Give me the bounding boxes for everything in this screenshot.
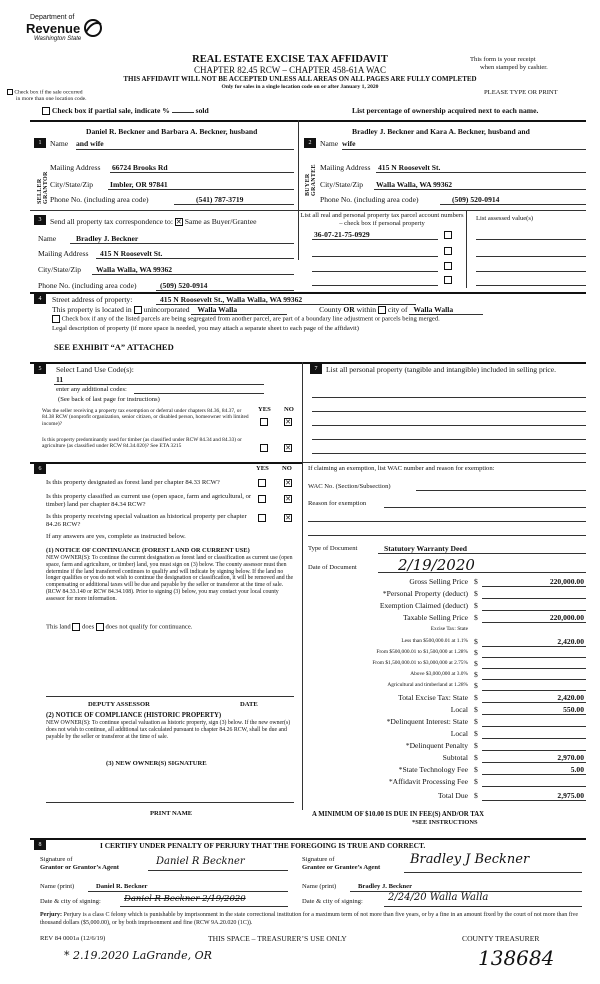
forest-if-yes: If any answers are yes, complete as instructed below. [46, 533, 186, 540]
sale-row-label: Less than $500,000.01 at 1.1% [401, 638, 468, 644]
land-use-q1: Was the seller receiving a property tax exemption or deferral under chapters 84.36, 84.37, or 84.38 RCW (nonprofit organization, senior citizen, or disabled person, homeowner with limited income)? [42, 408, 249, 427]
grantee-date-city: 2/24/20 Walla Walla [388, 892, 489, 903]
minimum-note: A MINIMUM OF $10.00 IS DUE IN FEE(S) AND/OR TAX [312, 811, 485, 818]
please-type: PLEASE TYPE OR PRINT [484, 89, 558, 96]
buyer-phone: (509) 520-0914 [452, 195, 500, 204]
form-title: REAL ESTATE EXCISE TAX AFFIDAVIT [192, 54, 388, 65]
dollar-sign: $ [474, 717, 478, 726]
doc-date-value: 2/19/2020 [398, 556, 475, 574]
buyer-phone-label: Phone No. (including area code) [320, 195, 419, 204]
grantor-print-label: Name (print) [40, 883, 75, 890]
sale-row-label: From $1,500,000.01 to $3,000,000 at 2.75% [372, 660, 468, 666]
notice2-body: NEW OWNER(S): To continue special valuation as historic property, sign (3) below. If the new owner(s) does not wish to continue, all additional tax calculated pursuant to chapter 84.26 RCW, shall be due and payable by the seller or transferor at the time of sale. [46, 720, 291, 740]
corr-phone-label: Phone No. (including area code) [38, 281, 137, 290]
dollar-sign: $ [474, 589, 478, 598]
parcel-4-checkbox[interactable] [444, 276, 452, 284]
form-subtitle: CHAPTER 82.45 RCW – CHAPTER 458-61A WAC [194, 65, 386, 75]
only-for-text: Only for sales in a single location code on or after January 1, 2020 [221, 84, 379, 90]
sale-row-label: Exemption Claimed (deduct) [379, 601, 468, 610]
sale-row-value: 550.00 [563, 705, 584, 714]
this-land-label: This land [46, 623, 71, 631]
segregated-checkbox[interactable] [52, 315, 60, 323]
assessed-header: List assessed value(s) [476, 215, 534, 222]
sale-row-label: Above $3,000,000 at 3.0% [410, 671, 468, 677]
section-1-tag: 1 [34, 138, 46, 148]
certify-heading: I CERTIFY UNDER PENALTY OF PERJURY THAT THE FOREGOING IS TRUE AND CORRECT. [100, 841, 426, 850]
buyer-mailing: 415 N Roosevelt St. [378, 163, 441, 172]
sale-row-label: Excise Tax: State [430, 626, 468, 632]
seller-name-line1: Daniel R. Beckner and Barbara A. Beckner, husband [86, 127, 258, 136]
sale-row-label: Total Excise Tax: State [398, 693, 468, 702]
dollar-sign: $ [474, 577, 478, 586]
dollar-sign: $ [474, 670, 478, 679]
rev-number: REV 84 0001a (12/6/19) [40, 935, 106, 942]
corr-mailing: 415 N Roosevelt St. [100, 249, 163, 258]
sale-row-value: 2,975.00 [557, 791, 584, 800]
land-use-yes: YES [258, 406, 271, 413]
land-use-q2: Is this property predominantly used for timber (as classified under RCW 84.34 and 84.33) or agriculture (as classified under RCW 84.34.020)? See ETA 3215 [42, 437, 242, 450]
sale-row-label: From $500,000.01 to $1,500,000 at 1.28% [376, 649, 468, 655]
street-label: Street address of property: [52, 295, 133, 304]
notice2-title: (2) NOTICE OF COMPLIANCE (HISTORIC PROPERTY) [46, 712, 222, 719]
buyer-name-label: Name [320, 139, 339, 148]
dollar-sign: $ [474, 765, 478, 774]
doc-date-label: Date of Document [308, 564, 357, 571]
forest-yes: YES [256, 465, 269, 472]
new-owner-sig-label: (3) NEW OWNER(S) SIGNATURE [106, 760, 207, 767]
logo-line3: Washington State [34, 36, 82, 42]
q1-no-checkbox[interactable]: ✕ [285, 418, 291, 426]
personal-property-label: List all personal property (tangible and intangible) included in selling price. [326, 365, 557, 374]
grantor-date-city: Daniel R Beckner 2/19/2020 [124, 894, 246, 904]
doc-type-value: Statutory Warranty Deed [384, 544, 467, 553]
multi-location-label: Check box if the sale occurred [14, 89, 83, 96]
seller-name-label: Name [50, 139, 69, 148]
q2-yes-checkbox[interactable] [260, 444, 268, 452]
treasurer-space: THIS SPACE – TREASURER’S USE ONLY [208, 934, 347, 943]
legal-desc-label: Legal description of property (if more space is needed, you may attach a separate sheet to each page of the affidavit) [52, 325, 359, 332]
multi-location-checkbox[interactable] [7, 89, 13, 95]
land-use-code: 11 [56, 375, 64, 384]
sale-row-label: Local [450, 705, 468, 714]
percent-note: List percentage of ownership acquired next to each name. [352, 106, 539, 115]
warning-text: THIS AFFIDAVIT WILL NOT BE ACCEPTED UNLESS ALL AREAS ON ALL PAGES ARE FULLY COMPLETED [123, 75, 477, 83]
grantee-print-label: Name (print) [302, 883, 337, 890]
parcel-2-checkbox[interactable] [444, 247, 452, 255]
forest-q1-no[interactable]: ✕ [285, 479, 291, 487]
corr-city: Walla Walla, WA 99362 [96, 265, 173, 274]
parcel-header: List all real and personal property tax parcel account numbers – check box if personal property [300, 212, 464, 227]
sale-row-label: Local [450, 729, 468, 738]
sale-row-label: Subtotal [442, 753, 468, 762]
land-does-not-label: does not qualify for continuance. [105, 623, 193, 631]
dollar-sign: $ [474, 729, 478, 738]
grantee-print-name: Bradley J. Beckner [358, 883, 413, 890]
dollar-sign: $ [474, 705, 478, 714]
segregated-label: Check box if any of the listed parcels are being segregated from another parcel, are part of a boundary line adjustment or parcels being merged. [61, 315, 440, 323]
logo-line1: Department of [30, 14, 75, 21]
corr-city-label: City/State/Zip [38, 265, 82, 274]
buyer-city: Walla Walla, WA 99362 [376, 180, 453, 189]
q1-yes-checkbox[interactable] [260, 418, 268, 426]
sale-row-value: 220,000.00 [549, 577, 584, 586]
forest-no: NO [282, 465, 292, 472]
section-4-tag: 4 [34, 294, 46, 304]
receipt-note-1: This form is your receipt [470, 56, 536, 63]
seller-city: Imbler, OR 97841 [110, 180, 168, 189]
grantee-sig-of: Signature of [302, 856, 335, 863]
sale-row-value: 5.00 [570, 765, 584, 774]
multi-location-label-2: in more than one location code. [16, 95, 87, 102]
sale-row-label: *Delinquent Interest: State [386, 717, 468, 726]
multi-location-row [7, 89, 87, 102]
land-does-not-checkbox[interactable] [96, 623, 104, 631]
sale-row-value: 2,420.00 [557, 637, 584, 646]
dollar-sign: $ [474, 753, 478, 762]
buyer-city-label: City/State/Zip [320, 180, 364, 189]
perjury-text [40, 912, 586, 927]
sale-row-value: 2,970.00 [557, 753, 584, 762]
dollar-sign: $ [474, 637, 478, 646]
located-label: This property is located in [52, 305, 132, 314]
land-does-checkbox[interactable] [72, 623, 80, 631]
section-7-tag: 7 [310, 364, 322, 374]
located-row [52, 305, 483, 314]
seller-side-label: SELLER GRANTOR [37, 171, 49, 204]
sale-row-label: Taxable Selling Price [403, 613, 468, 622]
seller-name-line2: and wife [76, 139, 104, 148]
unincorporated-checkbox[interactable] [134, 306, 142, 314]
seller-phone: (541) 787-3719 [196, 195, 244, 204]
segregated-row [52, 315, 440, 324]
forest-q3-no[interactable]: ✕ [285, 514, 291, 522]
seller-mailing-label: Mailing Address [50, 163, 101, 172]
buyer-name-line1: Bradley J. Beckner and Kara A. Beckner, husband and [352, 127, 530, 136]
buyer-mailing-label: Mailing Address [320, 163, 371, 172]
dollar-sign: $ [474, 601, 478, 610]
print-name-label: PRINT NAME [150, 810, 193, 817]
dollar-sign: $ [474, 613, 478, 622]
seller-phone-label: Phone No. (including area code) [50, 195, 149, 204]
sale-row-value: 2,420.00 [557, 693, 584, 702]
forest-q3: Is this property receiving special valuation as historical property per chapter 84.26 RCW? [46, 513, 247, 528]
dollar-sign: $ [474, 791, 478, 800]
buyer-name-line2: wife [342, 139, 356, 148]
county-treasurer: COUNTY TREASURER [462, 934, 540, 943]
corr-mailing-label: Mailing Address [38, 249, 89, 258]
buyer-side-label: BUYER GRANTEE [305, 164, 317, 196]
partial-sale-row [42, 106, 209, 115]
within-label: within [356, 305, 377, 314]
parcel-number-1: 36-07-21-75-0929 [314, 230, 370, 239]
dollar-sign: $ [474, 741, 478, 750]
sale-row-label: Agricultural and timberland at 1.28% [387, 682, 468, 688]
reason-label: Reason for exemption [308, 500, 367, 507]
land-does-label: does [82, 623, 95, 631]
parcel-3-checkbox[interactable] [444, 262, 452, 270]
sale-row-label: *Affidavit Processing Fee [388, 777, 468, 786]
dor-logo [22, 14, 102, 48]
see-back-label: (See back of last page for instructions) [58, 396, 160, 403]
corr-name: Bradley J. Beckner [76, 234, 139, 243]
parcel-1-checkbox[interactable] [444, 231, 452, 239]
grantor-agent-label: Grantor or Grantor’s Agent [40, 864, 119, 871]
additional-codes-label: enter any additional codes: [56, 386, 127, 393]
section-6-tag: 6 [34, 464, 46, 474]
same-as-buyer-label: Same as Buyer/Grantee [184, 217, 257, 226]
county-value: OR [343, 305, 355, 314]
grantee-agent-label: Grantee or Grantee’s Agent [302, 864, 381, 871]
doc-type-label: Type of Document [308, 545, 358, 552]
city-of-checkbox[interactable] [378, 306, 386, 314]
city-value: Walla Walla [409, 305, 483, 315]
seller-city-label: City/State/Zip [50, 180, 94, 189]
deputy-assessor-label: DEPUTY ASSESSOR [88, 701, 150, 708]
sale-row-label: *Personal Property (deduct) [382, 589, 468, 598]
send-correspondence [50, 217, 256, 226]
street-address: 415 N Roosevelt St., Walla Walla, WA 99362 [160, 295, 303, 304]
exemption-claim-label: If claiming an exemption, list WAC number and reason for exemption: [308, 465, 495, 472]
sale-row-value: 220,000.00 [549, 613, 584, 622]
dollar-sign: $ [474, 659, 478, 668]
partial-sale-checkbox[interactable] [42, 107, 50, 115]
forest-q3-yes[interactable] [258, 514, 266, 522]
city-of-label: city of [387, 305, 408, 314]
dollar-sign: $ [474, 693, 478, 702]
county-label: County [319, 305, 342, 314]
dollar-sign: $ [474, 777, 478, 786]
corr-name-label: Name [38, 234, 57, 243]
unincorporated-label: unincorporated [143, 305, 190, 314]
send-label: Send all property tax correspondence to: [50, 217, 173, 226]
receipt-note [470, 56, 580, 72]
sale-row-label: *Delinquent Penalty [405, 741, 468, 750]
corr-phone: (509) 520-0914 [160, 281, 208, 290]
grantor-sig-of: Signature of [40, 856, 73, 863]
partial-sold-label: sold [195, 106, 209, 115]
wac-label: WAC No. (Section/Subsection) [308, 483, 391, 490]
grantee-date-label: Date & city of signing: [302, 898, 363, 905]
exhibit-a: SEE EXHIBIT “A” ATTACHED [54, 342, 174, 352]
section-2-tag: 2 [304, 138, 316, 148]
section-3-tag: 3 [34, 215, 46, 225]
dollar-sign: $ [474, 681, 478, 690]
land-use-label: Select Land Use Code(s): [56, 365, 134, 374]
grantor-date-label: Date & city of signing: [40, 898, 101, 905]
grantor-print-name: Daniel R. Beckner [96, 883, 148, 890]
perjury-label: Perjury: [40, 912, 62, 918]
section-8-tag: 8 [34, 840, 46, 850]
notice1-title: (1) NOTICE OF CONTINUANCE (FOREST LAND OR CURRENT USE) [46, 547, 250, 554]
sale-row-label: Gross Selling Price [409, 577, 468, 586]
forest-q2-no[interactable]: ✕ [285, 495, 291, 503]
forest-q2: Is this property classified as current use (open space, farm and agricultural, or timber) land per chapter 84.34 RCW? [46, 493, 252, 508]
see-instructions-note: *SEE INSTRUCTIONS [412, 819, 478, 826]
sale-row-label: *State Technology Fee [398, 765, 468, 774]
perjury-body: Perjury is a class C felony which is punishable by imprisonment in the state correctional institution for a maximum term of not more than five years, or by a fine in an amount fixed by the court of not more than five thousand dollars ($5,000.00), or by both imprisonment and fine (RCW 9A.20.020 (1C)). [40, 912, 579, 926]
grantee-signature: Bradley J Beckner [410, 852, 530, 867]
land-use-no: NO [284, 406, 294, 413]
dollar-sign: $ [474, 648, 478, 657]
q2-no-checkbox[interactable]: ✕ [285, 444, 291, 452]
partial-sale-label: Check box if partial sale, indicate % [51, 106, 170, 115]
forest-q1: Is this property designated as forest land per chapter 84.33 RCW? [46, 479, 220, 486]
section-5-tag: 5 [34, 364, 46, 374]
deputy-date-label: DATE [240, 701, 258, 708]
grantor-signature: Daniel R Beckner [156, 856, 245, 867]
forest-q1-yes[interactable] [258, 479, 266, 487]
logo-swoosh-icon [82, 18, 104, 38]
stamp-number: 138684 [478, 946, 555, 970]
seller-mailing: 66724 Brooks Rd [112, 163, 168, 172]
handwritten-note: * 2.19.2020 LaGrande, OR [64, 949, 212, 962]
logo-line2: Revenue [26, 21, 81, 36]
forest-q2-yes[interactable] [258, 495, 266, 503]
same-as-buyer-checkbox[interactable]: ✕ [175, 218, 182, 227]
notice1-body: NEW OWNER(S): To continue the current designation as forest land or classification as current use (open space, farm and agriculture, or timber) land, you must sign on (3) below. The county assessor must then determine if the land transferred continues to qualify and will indicate by signing below. If the land no longer qualifies or you do not wish to continue the designation or classification, it will be removed and the compensating or additional taxes will be due and payable by the seller or transferor at the time of sale. (RCW 84.33.140 or RCW 84.34.108). Prior to signing (3) below, you may contact your local county assessor for more information. [46, 555, 294, 602]
receipt-note-2: when stamped by cashier. [480, 64, 548, 71]
unincorporated-value: Walla Walla [191, 305, 287, 315]
sale-row-label: Total Due [437, 791, 468, 800]
this-land-row [46, 623, 192, 632]
